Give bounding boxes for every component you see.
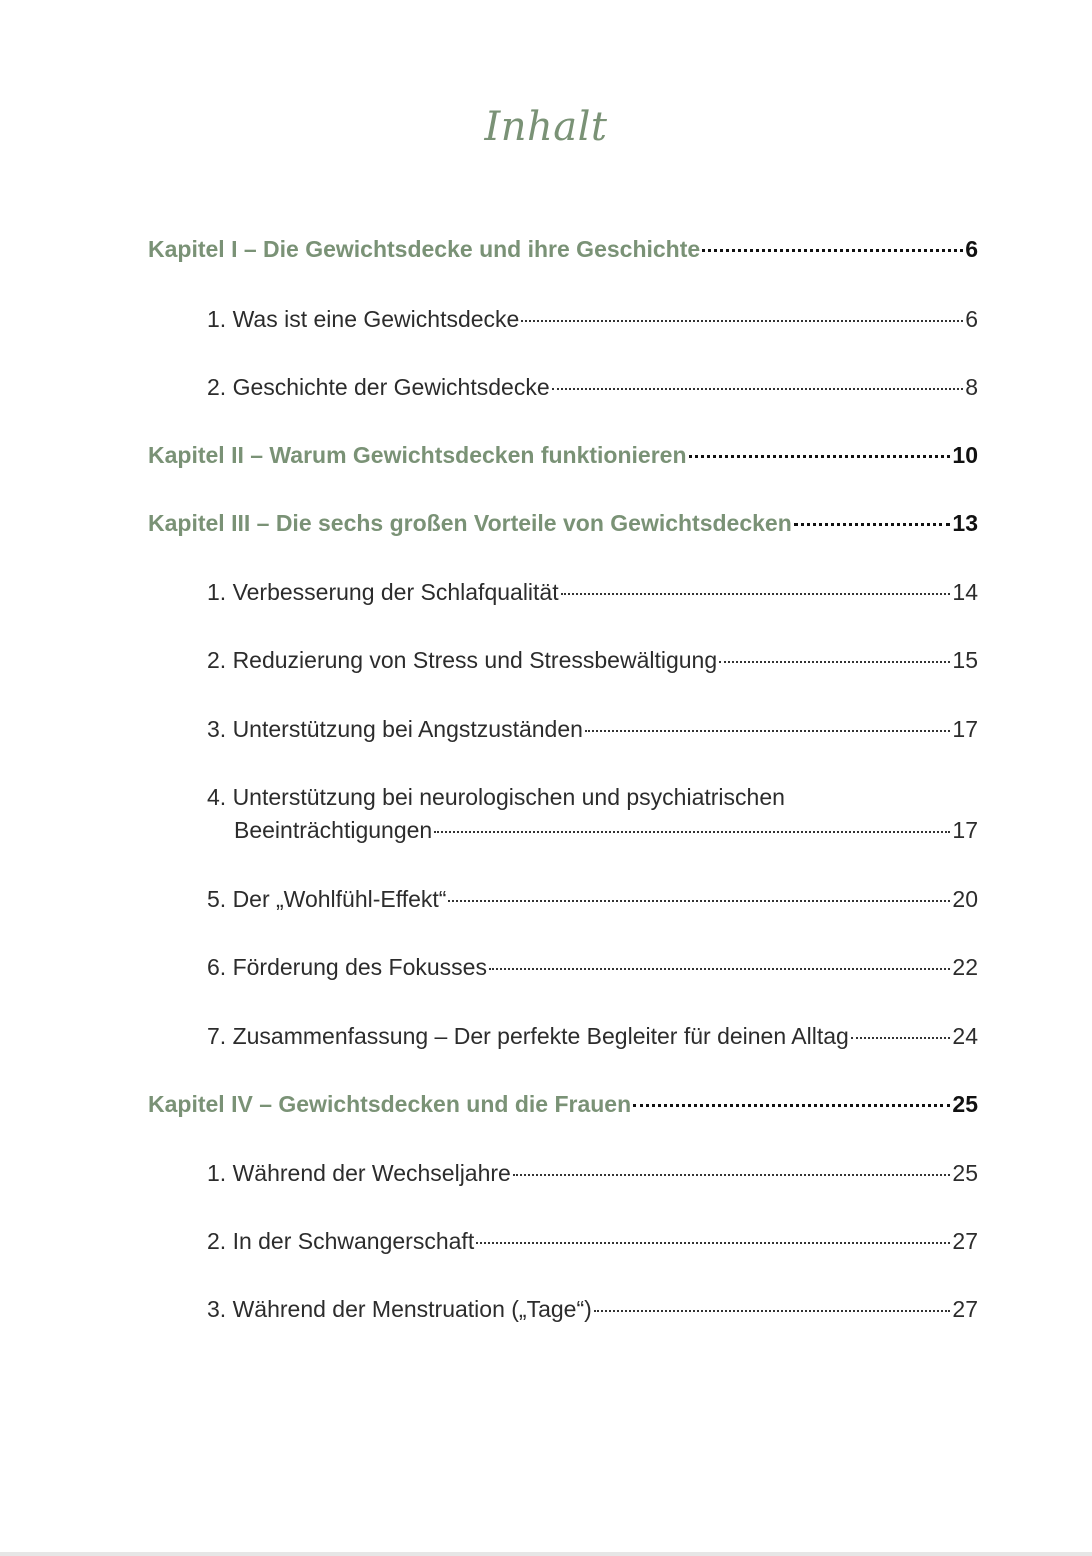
toc-entry-text: 6. Förderung des Fokusses bbox=[207, 954, 487, 980]
toc-section-4-3[interactable] bbox=[207, 1293, 978, 1326]
leader-dots bbox=[434, 831, 950, 833]
leader-dots bbox=[585, 730, 950, 732]
toc-chapter-1[interactable] bbox=[148, 233, 978, 266]
toc-entry-text: 2. In der Schwangerschaft bbox=[207, 1228, 475, 1254]
toc-entry-text: Kapitel IV – Gewichtsdecken und die Frauen bbox=[148, 1091, 632, 1117]
toc-section-1-2[interactable] bbox=[207, 371, 978, 404]
leader-dots bbox=[513, 1174, 951, 1176]
toc-page-number: 10 bbox=[952, 442, 978, 468]
toc-entry-text: 1. Während der Wechseljahre bbox=[207, 1160, 511, 1186]
leader-dots bbox=[476, 1242, 950, 1244]
leader-dots bbox=[521, 320, 963, 322]
leader-dots bbox=[489, 968, 950, 970]
toc-page-number: 6 bbox=[965, 236, 978, 262]
toc-title: Inhalt bbox=[484, 104, 608, 150]
toc-page-number: 15 bbox=[952, 647, 978, 673]
toc-page-number: 25 bbox=[952, 1160, 978, 1186]
toc-page-number: 8 bbox=[965, 374, 978, 400]
toc-section-3-3[interactable] bbox=[207, 713, 978, 746]
toc-chapter-2[interactable] bbox=[148, 439, 978, 472]
toc-section-3-6[interactable] bbox=[207, 951, 978, 984]
toc-section-3-7[interactable] bbox=[207, 1020, 978, 1053]
page-bottom-edge bbox=[0, 1552, 1092, 1556]
toc-section-4-1[interactable] bbox=[207, 1157, 978, 1190]
toc-page-number: 25 bbox=[952, 1091, 978, 1117]
toc-entry-text: Kapitel III – Die sechs großen Vorteile von Gewichtsdecken bbox=[148, 510, 792, 536]
leader-dots bbox=[719, 661, 950, 663]
toc-entry-text: 4. Unterstützung bei neurologischen und psychiatrischen bbox=[207, 784, 785, 810]
leader-dots bbox=[689, 455, 951, 458]
toc-section-3-5[interactable] bbox=[207, 883, 978, 916]
toc-section-3-1[interactable] bbox=[207, 576, 978, 609]
leader-dots bbox=[561, 593, 951, 595]
toc-section-1-1[interactable] bbox=[207, 303, 978, 336]
toc-page-number: 6 bbox=[965, 306, 978, 332]
toc-page-number: 27 bbox=[952, 1296, 978, 1322]
toc-page-number: 17 bbox=[952, 817, 978, 843]
toc-page-number: 24 bbox=[952, 1023, 978, 1049]
toc-entry-text: 3. Unterstützung bei Angstzuständen bbox=[207, 716, 583, 742]
toc-entry-text: 1. Was ist eine Gewichtsdecke bbox=[207, 306, 520, 332]
toc-section-3-4[interactable] bbox=[207, 781, 978, 847]
toc-page-number: 13 bbox=[952, 510, 978, 536]
leader-dots bbox=[552, 388, 964, 390]
leader-dots bbox=[794, 523, 951, 526]
toc-chapter-4[interactable] bbox=[148, 1088, 978, 1121]
toc-page-number: 17 bbox=[952, 716, 978, 742]
toc-page-number: 14 bbox=[952, 579, 978, 605]
leader-dots bbox=[851, 1037, 951, 1039]
toc-page-number: 27 bbox=[952, 1228, 978, 1254]
toc-entry-text: 7. Zusammenfassung – Der perfekte Begleiter für deinen Alltag bbox=[207, 1023, 849, 1049]
leader-dots bbox=[594, 1310, 951, 1312]
toc-entry-text: Kapitel I – Die Gewichtsdecke und ihre Geschichte bbox=[148, 236, 701, 262]
leader-dots bbox=[702, 249, 963, 252]
toc-section-4-2[interactable] bbox=[207, 1225, 978, 1258]
toc-page-number: 20 bbox=[952, 886, 978, 912]
toc-entry-text: 3. Während der Menstruation („Tage“) bbox=[207, 1296, 592, 1322]
toc-entry-text: 2. Reduzierung von Stress und Stressbewältigung bbox=[207, 647, 718, 673]
toc-section-3-2[interactable] bbox=[207, 644, 978, 677]
toc-entry-text: 1. Verbesserung der Schlafqualität bbox=[207, 579, 559, 605]
toc-chapter-3[interactable] bbox=[148, 507, 978, 540]
toc-page-number: 22 bbox=[952, 954, 978, 980]
toc-entry-text: Kapitel II – Warum Gewichtsdecken funktionieren bbox=[148, 442, 687, 468]
leader-dots bbox=[633, 1104, 950, 1107]
toc-entry-text: 5. Der „Wohlfühl-Effekt“ bbox=[207, 886, 447, 912]
leader-dots bbox=[448, 900, 950, 902]
toc-entry-text: 2. Geschichte der Gewichtsdecke bbox=[207, 374, 550, 400]
toc-entry-text-continued: Beeinträchtigungen bbox=[234, 817, 433, 843]
